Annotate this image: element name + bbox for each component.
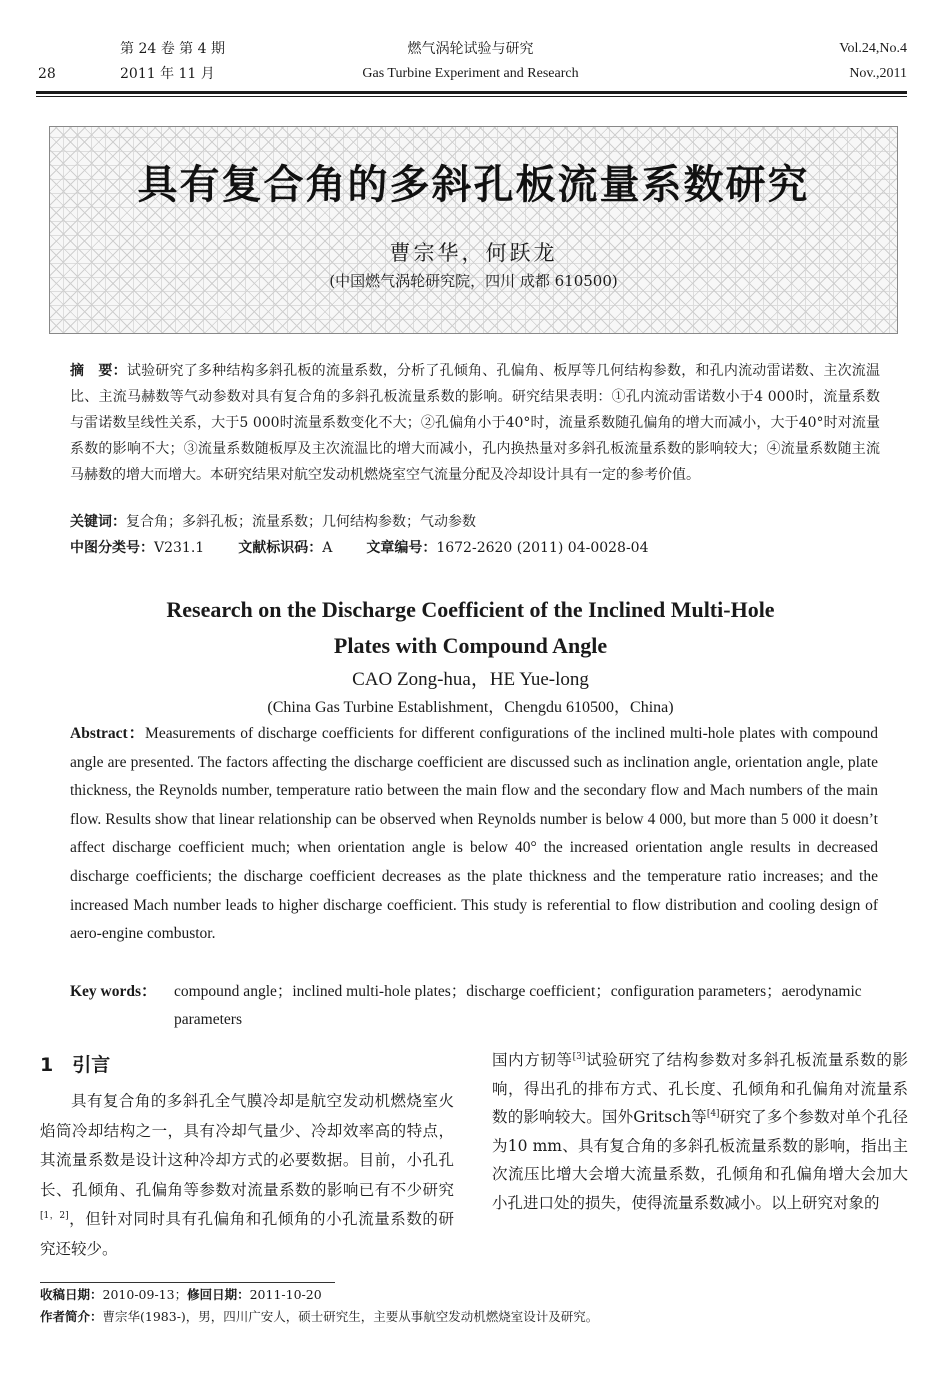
paper-title-cn: 具有复合角的多斜孔板流量系数研究 bbox=[137, 162, 810, 208]
paper-title-en-line2: Plates with Compound Angle bbox=[333, 633, 608, 658]
date-cn: 2011 年 11 月 bbox=[120, 66, 215, 82]
keywords-en-label: Key words： bbox=[70, 983, 157, 1000]
body-left-text: 具有复合角的多斜孔全气膜冷却是航空发动机燃烧室火焰筒冷却结构之一，具有冷却气量少、冷却效率高的特点，其流量系数是设计这种冷却方式的必要数据。目前，小孔孔长、孔倾角、孔偏角等参数对流量系数的影响已有不少研究 bbox=[40, 1092, 454, 1199]
citation-3: [3] bbox=[572, 1051, 586, 1062]
abstract-cn-label: 摘 要： bbox=[70, 363, 127, 379]
footnote-rule bbox=[40, 1282, 335, 1283]
volume-issue-cn: 第 24 卷 第 4 期 bbox=[120, 41, 225, 57]
article-no-label: 文章编号： bbox=[366, 540, 437, 556]
volume-issue-en: Vol.24,No.4 bbox=[839, 41, 907, 56]
abstract-en bbox=[70, 720, 878, 949]
title-box bbox=[49, 126, 898, 334]
affiliation-cn: (中国燃气涡轮研究院，四川 成都 610500) bbox=[329, 272, 618, 290]
journal-name-cn: 燃气涡轮试验与研究 bbox=[407, 41, 534, 57]
classification-line bbox=[70, 537, 880, 559]
journal-name-en: Gas Turbine Experiment and Research bbox=[362, 66, 579, 81]
body-right-text-a: 国内方韧等 bbox=[492, 1051, 573, 1069]
body-right-column bbox=[492, 1046, 908, 1218]
body-left-text-end: ，但针对同时具有孔偏角和孔倾角的小孔流量系数的研究还较少。 bbox=[40, 1210, 454, 1258]
received-label: 收稿日期： bbox=[40, 1287, 103, 1302]
doc-code-label: 文献标识码： bbox=[238, 540, 323, 556]
section-heading-introduction: 1 引言 bbox=[40, 1054, 111, 1076]
clc-label: 中图分类号： bbox=[70, 540, 154, 556]
article-no-value: 1672-2620 (2011) 04-0028-04 bbox=[436, 540, 649, 556]
abstract-cn-text: 试验研究了多种结构多斜孔板的流量系数，分析了孔倾角、孔偏角、板厚等几何结构参数，和孔内流动雷诺数、主次流温比、主流马赫数等气动参数对具有复合角的多斜孔板流量系数的影响。研究结果表明：①孔内流动雷诺数小于4 000时，流量系数与雷诺数呈线性关系，大于5 000时流量系数变化不大；②孔偏角小于40°时，流量系数随孔偏角的增大而减小，大于40°时对流量系数的影响不大；③流量系数随板厚及主次流温比的增大而减小，孔内换热量对多斜孔板流量系数的影响较大；④流量系数随主流马赫数的增大而增大。本研究结果对航空发动机燃烧室空气流量分配及冷却设计具有一定的参考价值。 bbox=[70, 363, 880, 483]
authors-cn: 曹宗华，何跃龙 bbox=[389, 241, 558, 265]
header-rule bbox=[36, 91, 907, 94]
body-right-text-c: 研究了多个参数对单个孔径为10 mm、具有复合角的多斜孔板流量系数的影响，指出主次流压比增大会增大流量系数，孔倾角和孔偏角增大会加大小孔进口处的损失，使得流量系数减小。以上研究对象的 bbox=[492, 1108, 908, 1212]
received-date: 2010-09-13； bbox=[102, 1287, 188, 1302]
paper-title-en bbox=[0, 592, 941, 664]
keywords-en bbox=[70, 978, 878, 1034]
keywords-cn-label: 关键词： bbox=[70, 514, 126, 530]
header-rule-thin bbox=[36, 96, 907, 97]
clc-value: V231.1 bbox=[154, 540, 205, 556]
bio-label: 作者简介： bbox=[40, 1309, 103, 1324]
page-number: 28 bbox=[38, 66, 56, 82]
keywords-cn bbox=[70, 511, 880, 533]
footnote-author-bio bbox=[40, 1308, 598, 1326]
doc-code-value: A bbox=[322, 540, 333, 556]
bio-text: 曹宗华(1983-)，男，四川广安人，硕士研究生，主要从事航空发动机燃烧室设计及研究。 bbox=[102, 1309, 599, 1324]
authors-en: CAO Zong-hua，HE Yue-long bbox=[352, 669, 589, 690]
citation-4: [4] bbox=[706, 1109, 720, 1120]
abstract-cn bbox=[70, 358, 880, 488]
body-right-text-b: 试验研究了结构参数对多斜孔板流量系数的影响，得出孔的排布方式、孔长度、孔倾角和孔偏角对流量系数的影响较大。国外Gritsch等 bbox=[492, 1051, 908, 1127]
abstract-en-label: Abstract： bbox=[70, 725, 146, 742]
keywords-cn-text: 复合角；多斜孔板；流量系数；几何结构参数；气动参数 bbox=[126, 514, 476, 530]
paper-title-en-line1: Research on the Discharge Coefficient of the Inclined Multi-Hole bbox=[166, 597, 775, 622]
revised-date: 2011-10-20 bbox=[249, 1287, 322, 1302]
footnote-dates bbox=[40, 1286, 322, 1304]
revised-label: 修回日期： bbox=[187, 1287, 250, 1302]
keywords-en-text: compound angle；inclined multi-hole plates；discharge coefficient；configuration parameters；aerodynamic parameters bbox=[174, 983, 862, 1028]
citation-1-2: [1，2] bbox=[40, 1211, 69, 1222]
abstract-en-text: Measurements of discharge coefficients for different configurations of the inclined multi-hole plates with compound angle are presented. The factors affecting the discharge coefficient are discussed such as inclination angle, orientation angle, plate thickness, the Reynolds number, temperature ratio between the main flow and the secondary flow and Mach numbers of the main flow. Results show that linear relationship can be observed when Reynolds number is below 4 000, but more than 5 000 it doesn’t affect discharge coefficient much; when orientation angle is below 40° the increased orientation angle results in decreased discharge coefficients; the discharge coefficient decreases as the plate thickness and the temperature ratio increases; and the increased Mach number leads to higher discharge coefficient. This study is referential to flow distribution and cooling design of aero-engine combustor. bbox=[70, 725, 878, 943]
affiliation-en: (China Gas Turbine Establishment，Chengdu 610500，China) bbox=[267, 699, 674, 716]
body-left-column bbox=[40, 1087, 454, 1265]
date-en: Nov.,2011 bbox=[849, 66, 907, 81]
